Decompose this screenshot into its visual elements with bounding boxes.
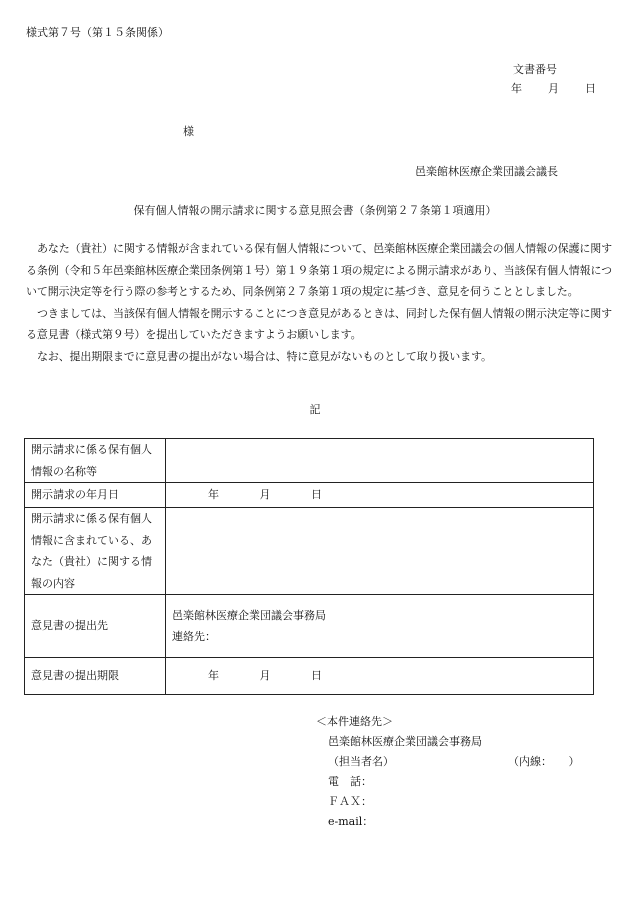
ki-heading: 記	[309, 403, 321, 416]
table-value-info-name	[166, 439, 594, 483]
body-paragraph-3: なお、提出期限までに意見書の提出がない場合は、特に意見がないものとして取り扱います。	[37, 349, 492, 363]
table-row	[25, 483, 594, 508]
submit-to-contact: 連絡先：	[172, 630, 216, 643]
date-year-label: 年	[511, 82, 522, 95]
table-label-info-name: 開示請求に係る保有個人情報の名称等	[25, 439, 166, 483]
contact-fax: ＦＡＸ：	[328, 795, 372, 808]
date-month: 月	[259, 488, 271, 502]
date-month-label: 月	[548, 82, 559, 95]
date-day: 日	[311, 488, 322, 502]
table-value-info-content	[166, 508, 594, 595]
contact-phone: 電 話：	[328, 775, 372, 788]
document-title: 保有個人情報の開示請求に関する意見照会書（条例第２７条第１項適用）	[133, 204, 497, 217]
sender-name: 邑楽館林医療企業団議会議長	[415, 165, 558, 178]
contact-person: （担当者名）	[328, 755, 394, 768]
body-paragraph-1: あなた（貴社）に関する情報が含まれている保有個人情報について、邑楽館林医療企業団議会の個人情報の保護に関する条例（令和５年邑楽館林医療企業団条例第１号）第１９条第１項の規定による開示請求があり、当該保有個人情報について開示決定等を行う際の参考とするため、同条例第２７条第１項の規定に基づき、意見を伺うこととしました。	[26, 242, 612, 298]
date-day-label: 日	[585, 82, 596, 95]
table-row	[25, 508, 594, 595]
contact-person-line	[316, 752, 580, 772]
date-year: 年	[208, 488, 219, 502]
table-label-request-date: 開示請求の年月日	[25, 483, 166, 508]
table-value-deadline	[166, 658, 594, 695]
deadline-month: 月	[259, 669, 271, 683]
document-number-label: 文書番号	[513, 63, 557, 76]
table-value-request-date	[166, 483, 594, 508]
contact-extension: （内線： ）	[508, 755, 580, 768]
body-text	[26, 238, 612, 367]
table-value-submit-to	[166, 595, 594, 658]
table-row	[25, 439, 594, 483]
request-details-table	[24, 438, 594, 695]
form-number: 様式第７号（第１５条関係）	[26, 26, 169, 39]
submit-to-office: 邑楽館林医療企業団議会事務局	[172, 608, 326, 622]
deadline-year: 年	[208, 669, 219, 683]
recipient-suffix: 様	[183, 125, 194, 138]
contact-email: e-mail：	[328, 815, 374, 828]
table-row	[25, 595, 594, 658]
table-label-deadline: 意見書の提出期限	[25, 658, 166, 695]
deadline-day: 日	[311, 669, 322, 683]
table-row	[25, 658, 594, 695]
body-paragraph-2: つきましては、当該保有個人情報を開示することにつき意見があるときは、同封した保有個人情報の開示決定等に関する意見書（様式第９号）を提出していただきますようお願いします。	[26, 306, 612, 341]
table-label-submit-to: 意見書の提出先	[25, 595, 166, 658]
table-label-info-content: 開示請求に係る保有個人情報に含まれている、あなた（貴社）に関する情報の内容	[25, 508, 166, 595]
contact-block	[316, 712, 580, 832]
contact-heading: ＜本件連絡先＞	[316, 715, 393, 728]
contact-office: 邑楽館林医療企業団議会事務局	[328, 735, 482, 748]
